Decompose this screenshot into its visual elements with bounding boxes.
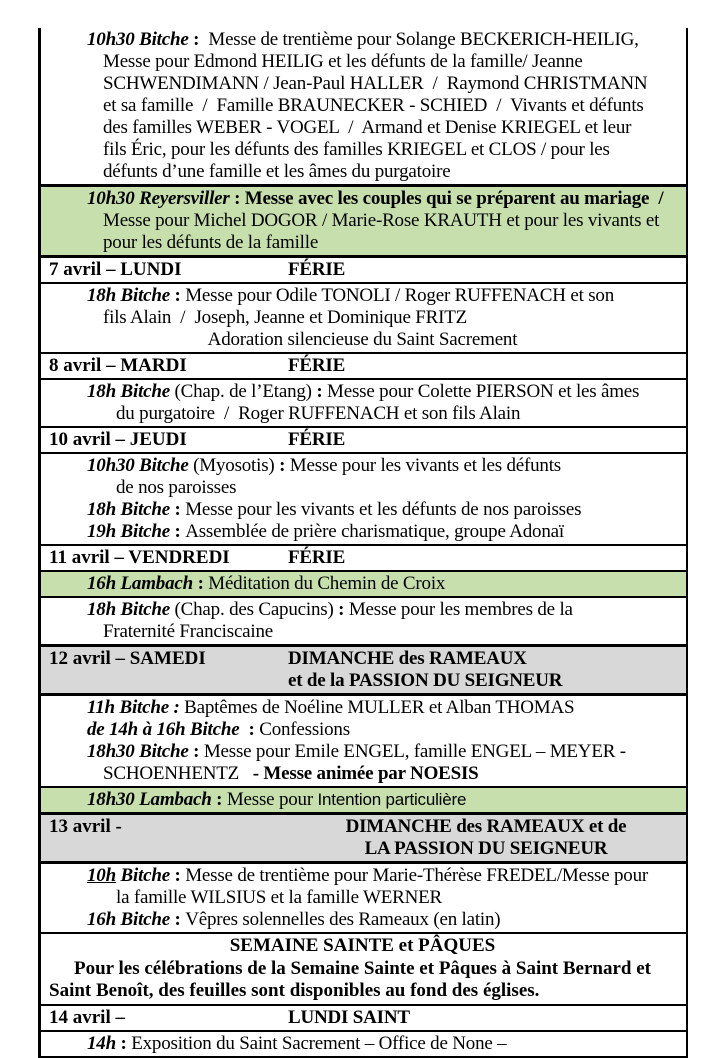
event-line: [41, 161, 684, 183]
event-row: [41, 454, 686, 546]
text-segment: :: [239, 719, 260, 740]
text-segment: SCHOENHENTZ: [103, 763, 253, 784]
event-line: [41, 73, 684, 95]
text-segment: la famille WILSIUS et la famille WERNER: [116, 887, 443, 908]
event-line: [41, 381, 684, 403]
event-line: [41, 477, 684, 499]
text-segment: 18h Bitche: [87, 599, 170, 620]
event-line: [41, 789, 684, 811]
date-header-row: [41, 546, 686, 572]
date-header: [41, 429, 684, 451]
date-label: 12 avril – SAMEDI: [49, 648, 206, 669]
feast-title-line: DIMANCHE des RAMEAUX et de: [345, 816, 627, 837]
text-segment: :: [115, 1032, 132, 1054]
feast-title: [288, 648, 684, 692]
feast-title-line: FÉRIE: [288, 259, 346, 280]
date-label: 11 avril – VENDREDI: [49, 547, 230, 568]
text-segment: 10h30 Bitche: [87, 455, 189, 476]
event-line: [41, 909, 684, 931]
text-segment: :: [169, 909, 186, 930]
text-segment: Bitche: [115, 865, 170, 886]
feast-title-line: DIMANCHE des RAMEAUX: [288, 648, 527, 669]
date-header: [41, 547, 684, 569]
text-segment: :: [274, 455, 290, 476]
text-segment: Intention particulière: [317, 790, 467, 809]
text-segment: :: [188, 29, 209, 50]
event-row: [41, 696, 686, 788]
date-header: [41, 816, 684, 860]
date-header-row: [41, 428, 686, 454]
text-segment: Messe de trentième pour Solange BECKERICH-HEILIG,: [208, 29, 639, 50]
text-segment: Messe pour Colette PIERSON et les âmes: [327, 381, 640, 402]
date-header-row: [41, 646, 686, 696]
text-segment: Messe pour les membres de la: [348, 599, 573, 620]
notice-line: Saint Benoît, des feuilles sont disponibles au fond des églises.: [49, 980, 540, 1001]
text-segment: fils Alain / Joseph, Jeanne et Dominique FRITZ: [103, 307, 468, 328]
text-segment: Fraternité Franciscaine: [103, 621, 274, 642]
event-line: [41, 210, 684, 232]
text-segment: et sa famille / Famille BRAUNECKER - SCHIED / Vivants et défunts: [103, 95, 644, 116]
event-line: [41, 307, 684, 329]
event-line: [41, 621, 684, 643]
event-line: [41, 455, 684, 477]
text-segment: 18h30 Bitche: [87, 741, 189, 762]
feast-title: [288, 259, 684, 281]
date-header-row: [41, 258, 686, 284]
event-line: [41, 865, 684, 887]
text-segment: Exposition du Saint Sacrement – Office de None –: [131, 1032, 507, 1054]
text-segment: Méditation du Chemin de Croix: [208, 573, 446, 594]
text-segment: 18h Bitche: [87, 499, 170, 520]
text-segment: défunts d’une famille et les âmes du purgatoire: [103, 161, 451, 182]
date-header: [41, 259, 684, 281]
text-segment: :: [169, 499, 186, 520]
event-row: [41, 864, 686, 934]
text-segment: Messe pour Edmond HEILIG et les défunts de la famille/ Jeanne: [103, 51, 583, 72]
text-segment: Confessions: [259, 719, 350, 740]
event-row: [41, 1032, 686, 1058]
text-segment: 18h Bitche: [87, 381, 170, 402]
text-segment: Baptêmes de Noéline MULLER et Alban THOMAS: [179, 697, 575, 718]
text-segment: :: [211, 789, 227, 810]
text-segment: Messe pour les vivants et les défunts: [289, 455, 561, 476]
text-segment: Messe pour Odile TONOLI / Roger RUFFENACH et son: [185, 285, 615, 306]
event-line: [41, 1033, 684, 1055]
text-segment: :: [193, 573, 209, 594]
event-line: [41, 403, 684, 425]
event-line: [41, 188, 684, 210]
event-row: [41, 380, 686, 428]
text-segment: 18h Bitche: [87, 285, 170, 306]
date-header: [41, 648, 684, 692]
text-segment: 11h Bitche :: [87, 697, 180, 718]
feast-title-line: LUNDI SAINT: [288, 1006, 410, 1028]
text-segment: Messe de trentième pour Marie-Thérèse FREDEL/Messe pour: [185, 865, 649, 886]
text-segment: :: [188, 741, 204, 762]
feast-title: [288, 816, 684, 860]
feast-title: [288, 429, 684, 451]
text-segment: (Myosotis): [188, 455, 275, 476]
date-label: 7 avril – LUNDI: [49, 259, 182, 280]
text-segment: 10h30 Reyersviller: [87, 188, 230, 209]
event-row: [41, 788, 686, 814]
text-segment: - Messe animée par NOESIS: [252, 763, 479, 784]
text-segment: 16h Lambach: [87, 573, 194, 594]
date-label: 13 avril -: [49, 816, 122, 837]
text-segment: :: [169, 521, 186, 542]
text-segment: Adoration silencieuse du Saint Sacrement: [207, 329, 518, 350]
text-segment: : Messe avec les couples qui se préparent au mariage /: [229, 188, 664, 209]
text-segment: de nos paroisses: [116, 477, 237, 498]
date-header: [41, 355, 684, 377]
text-segment: du purgatoire / Roger RUFFENACH et son fils Alain: [116, 403, 521, 424]
text-segment: des familles WEBER - VOGEL / Armand et Denise KRIEGEL et leur: [103, 117, 632, 138]
feast-title: [288, 355, 684, 377]
event-row: [41, 186, 686, 258]
event-row: [41, 28, 686, 186]
notice-line: Pour les célébrations de la Semaine Sainte et Pâques à Saint Bernard et: [73, 957, 651, 979]
event-row: [41, 284, 686, 354]
event-line: [41, 117, 684, 139]
feast-title-line: FÉRIE: [288, 429, 346, 450]
text-segment: :: [169, 285, 186, 306]
feast-title-line: LA PASSION DU SEIGNEUR: [364, 838, 608, 859]
event-line: [41, 573, 684, 595]
text-segment: 14h: [87, 1032, 116, 1054]
text-segment: 18h30 Lambach: [87, 789, 212, 810]
date-header-row: [41, 1006, 686, 1032]
text-segment: 19h Bitche: [87, 521, 170, 542]
feast-title: [288, 547, 684, 569]
date-header: [41, 1007, 684, 1029]
notice-row: [41, 934, 686, 1006]
text-segment: pour les défunts de la famille: [103, 232, 319, 253]
event-line: [41, 521, 684, 543]
event-line: [41, 232, 684, 254]
date-label: 14 avril –: [49, 1006, 125, 1028]
feast-title-line: FÉRIE: [288, 355, 346, 376]
event-row: [41, 598, 686, 646]
event-line: [41, 51, 684, 73]
text-segment: fils Éric, pour les défunts des familles KRIEGEL et CLOS / pour les: [103, 139, 610, 160]
event-line: [41, 285, 684, 307]
text-segment: Messe pour: [226, 789, 318, 810]
text-segment: Vêpres solennelles des Rameaux (en latin): [185, 909, 501, 930]
date-label: 10 avril – JEUDI: [49, 429, 187, 450]
text-segment: de 14h à 16h Bitche: [87, 719, 240, 740]
text-segment: (Chap. des Capucins): [169, 599, 334, 620]
date-header-row: [41, 354, 686, 380]
event-line: [41, 329, 684, 351]
text-segment: Messe pour les vivants et les défunts de nos paroisses: [185, 499, 582, 520]
schedule-table: [38, 28, 688, 1058]
event-line: [41, 139, 684, 161]
event-line: [41, 95, 684, 117]
text-segment: :: [311, 381, 328, 402]
event-line: [41, 29, 684, 51]
event-line: [41, 741, 684, 763]
event-line: [41, 599, 684, 621]
feast-title-line: et de la PASSION DU SEIGNEUR: [288, 670, 563, 691]
text-segment: (Chap. de l’Etang): [169, 381, 312, 402]
text-segment: :: [333, 599, 349, 620]
event-row: [41, 572, 686, 598]
text-segment: 10h30 Bitche: [87, 29, 189, 50]
text-segment: 10h: [87, 865, 116, 886]
notice-line: SEMAINE SAINTE et PÂQUES: [229, 935, 496, 956]
event-line: [41, 763, 684, 785]
event-line: [41, 887, 684, 909]
text-segment: SCHWENDIMANN / Jean-Paul HALLER / Raymond CHRISTMANN: [103, 73, 648, 94]
feast-title: [288, 1007, 684, 1029]
date-label: 8 avril – MARDI: [49, 355, 187, 376]
event-line: [41, 719, 684, 741]
event-line: [41, 499, 684, 521]
text-segment: :: [169, 865, 186, 886]
text-segment: 16h Bitche: [87, 909, 170, 930]
text-segment: Messe pour Emile ENGEL, famille ENGEL – MEYER -: [203, 741, 626, 762]
event-line: [41, 697, 684, 719]
text-segment: Messe pour Michel DOGOR / Marie-Rose KRAUTH et pour les vivants et: [103, 210, 660, 231]
text-segment: Assemblée de prière charismatique, groupe Adonaï: [185, 521, 564, 542]
date-header-row: [41, 814, 686, 864]
feast-title-line: FÉRIE: [288, 547, 346, 568]
